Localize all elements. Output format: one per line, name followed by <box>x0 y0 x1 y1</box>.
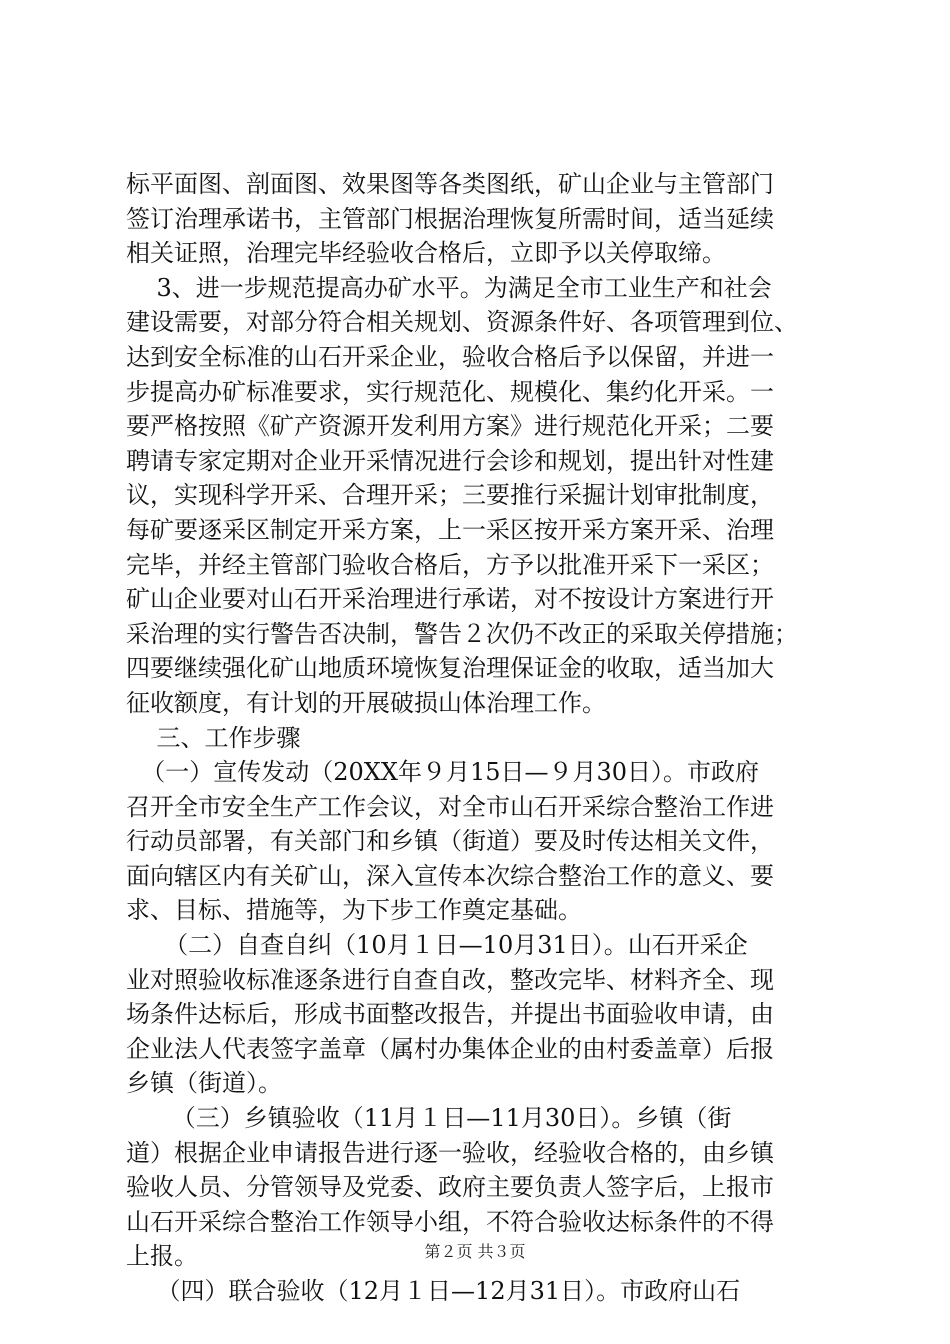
text-line: 乡镇（街道）。 <box>126 1069 282 1098</box>
text-line: 要严格按照《矿产资源开发利用方案》进行规范化开采；二要 <box>126 412 774 441</box>
text-line: 采治理的实行警告否决制，警告２次仍不改正的采取关停措施； <box>126 619 798 648</box>
text-line: （二）自查自纠（10月１日—10月31日）。山石开采企 <box>126 931 748 960</box>
text-line: 标平面图、剖面图、效果图等各类图纸，矿山企业与主管部门 <box>126 170 774 198</box>
text-line: 议，实现科学开采、合理开采；三要推行采掘计划审批制度， <box>126 481 774 510</box>
document-body <box>126 167 826 1309</box>
text-line: 验收人员、分管领导及党委、政府主要负责人签字后，上报市 <box>126 1173 774 1202</box>
text-line: 聘请专家定期对企业开采情况进行会诊和规划，提出针对性建 <box>126 446 774 475</box>
text-line: 道）根据企业申请报告进行逐一验收，经验收合格的，由乡镇 <box>126 1138 774 1167</box>
text-line: 每矿要逐采区制定开采方案，上一采区按开采方案开采、治理 <box>126 515 774 544</box>
page-number: 第２页 共３页 <box>424 1242 526 1261</box>
text-line: 山石开采综合整治工作领导小组，不符合验收达标条件的不得 <box>126 1207 774 1236</box>
text-line: 3、进一步规范提高办矿水平。为满足全市工业生产和社会 <box>126 273 772 302</box>
text-line: 行动员部署，有关部门和乡镇（街道）要及时传达相关文件， <box>126 827 774 856</box>
page-footer <box>0 1242 950 1262</box>
text-line: （三）乡镇验收（11月１日—11月30日）。乡镇（街 <box>126 1104 732 1133</box>
text-line: 业对照验收标准逐条进行自查自改，整改完毕、材料齐全、现 <box>126 965 774 994</box>
text-line: 签订治理承诺书，主管部门根据治理恢复所需时间，适当延续 <box>126 204 774 233</box>
text-line: 建设需要，对部分符合相关规划、资源条件好、各项管理到位、 <box>126 308 798 337</box>
text-line: 面向辖区内有关矿山，深入宣传本次综合整治工作的意义、要 <box>126 861 774 890</box>
text-line: 四要继续强化矿山地质环境恢复治理保证金的收取，适当加大 <box>126 654 774 683</box>
text-line: 矿山企业要对山石开采治理进行承诺，对不按设计方案进行开 <box>126 585 774 614</box>
text-line: 步提高办矿标准要求，实行规范化、规模化、集约化开采。一 <box>126 377 774 406</box>
text-line: 求、目标、措施等，为下步工作奠定基础。 <box>126 896 582 925</box>
text-line: 相关证照，治理完毕经验收合格后，立即予以关停取缔。 <box>126 239 726 268</box>
text-line: （四）联合验收（12月１日—12月31日）。市政府山石 <box>126 1277 741 1305</box>
text-line: 上报。 <box>126 1242 198 1271</box>
text-line: 场条件达标后，形成书面整改报告，并提出书面验收申请，由 <box>126 1000 774 1029</box>
text-line: 完毕，并经主管部门验收合格后，方予以批准开采下一采区； <box>126 550 774 579</box>
text-line: 召开全市安全生产工作会议，对全市山石开采综合整治工作进 <box>126 792 774 821</box>
text-line: 企业法人代表签字盖章（属村办集体企业的由村委盖章）后报 <box>126 1034 774 1063</box>
text-line: 征收额度，有计划的开展破损山体治理工作。 <box>126 688 606 717</box>
text-line: 三、工作步骤 <box>126 723 301 752</box>
text-line: （一）宣传发动（20XX年９月15日—９月30日）。市政府 <box>126 758 760 787</box>
text-line: 达到安全标准的山石开采企业，验收合格后予以保留，并进一 <box>126 342 774 371</box>
